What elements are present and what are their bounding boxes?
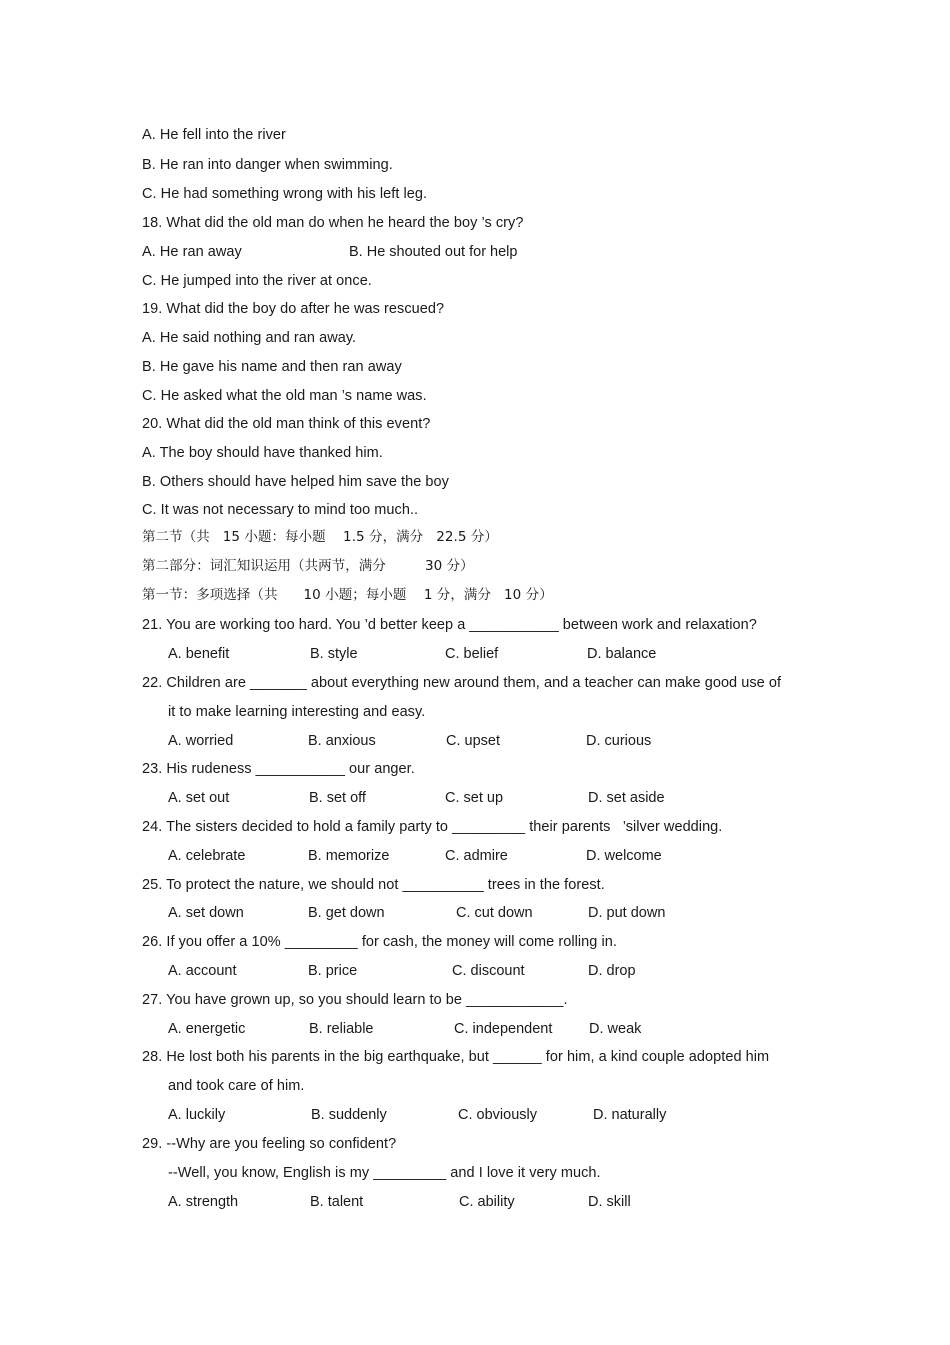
- q23-option-b: B. set off: [309, 790, 366, 806]
- part-heading: 第二部分：词汇知识运用（共两节，满分 30 分）: [142, 558, 474, 574]
- q22-stem-cont: it to make learning interesting and easy.: [168, 704, 426, 720]
- q24-option-c: C. admire: [445, 848, 508, 864]
- q25-option-a: A. set down: [168, 905, 244, 921]
- q23-option-d: D. set aside: [588, 790, 665, 806]
- q27-option-a: A. energetic: [168, 1021, 246, 1037]
- section-heading: 第一节：多项选择（共 10 小题；每小题 1 分，满分 10 分）: [142, 587, 553, 603]
- q29-option-b: B. talent: [310, 1194, 364, 1210]
- q20-stem: 20. What did the old man think of this event?: [142, 416, 431, 432]
- q21-option-a: A. benefit: [168, 646, 230, 662]
- q28-option-b: B. suddenly: [311, 1107, 387, 1123]
- q17-option-b: B. He ran into danger when swimming.: [142, 157, 393, 173]
- q17-option-c: C. He had something wrong with his left leg.: [142, 186, 428, 202]
- q29-option-a: A. strength: [168, 1194, 239, 1210]
- q18-option-c: C. He jumped into the river at once.: [142, 273, 372, 289]
- q20-option-b: B. Others should have helped him save the boy: [142, 474, 449, 490]
- q26-option-c: C. discount: [452, 963, 525, 979]
- q22-option-a: A. worried: [168, 733, 234, 749]
- q19-stem: 19. What did the boy do after he was rescued?: [142, 301, 445, 317]
- q21-stem: 21. You are working too hard. You ’d better keep a ___________ between work and relaxation?: [142, 617, 757, 633]
- q28-option-c: C. obviously: [458, 1107, 537, 1123]
- q21-option-b: B. style: [310, 646, 358, 662]
- q22-option-c: C. upset: [446, 733, 500, 749]
- q18-option-b: B. He shouted out for help: [349, 244, 518, 260]
- q24-option-b: B. memorize: [308, 848, 390, 864]
- q25-option-c: C. cut down: [456, 905, 533, 921]
- q28-stem: 28. He lost both his parents in the big earthquake, but ______ for him, a kind couple adopted him: [142, 1049, 770, 1065]
- q27-option-b: B. reliable: [309, 1021, 374, 1037]
- q22-option-b: B. anxious: [308, 733, 376, 749]
- q28-option-d: D. naturally: [593, 1107, 667, 1123]
- q21-option-c: C. belief: [445, 646, 499, 662]
- q24-option-a: A. celebrate: [168, 848, 246, 864]
- q26-option-d: D. drop: [588, 963, 636, 979]
- q24-option-d: D. welcome: [586, 848, 662, 864]
- q19-option-b: B. He gave his name and then ran away: [142, 359, 402, 375]
- q23-stem: 23. His rudeness ___________ our anger.: [142, 761, 415, 777]
- q28-stem-cont: and took care of him.: [168, 1078, 305, 1094]
- q24-stem: 24. The sisters decided to hold a family party to _________ their parents ’silver wedding.: [142, 819, 723, 835]
- q25-option-d: D. put down: [588, 905, 666, 921]
- q19-option-a: A. He said nothing and ran away.: [142, 330, 357, 346]
- q19-option-c: C. He asked what the old man ’s name was.: [142, 388, 427, 404]
- q23-option-a: A. set out: [168, 790, 230, 806]
- q22-option-d: D. curious: [586, 733, 652, 749]
- q18-stem: 18. What did the old man do when he heard the boy ’s cry?: [142, 215, 524, 231]
- q27-stem: 27. You have grown up, so you should learn to be ____________.: [142, 992, 568, 1008]
- q26-stem: 26. If you offer a 10% _________ for cash, the money will come rolling in.: [142, 934, 617, 950]
- q27-option-d: D. weak: [589, 1021, 642, 1037]
- q25-stem: 25. To protect the nature, we should not __________ trees in the forest.: [142, 877, 605, 893]
- q20-option-a: A. The boy should have thanked him.: [142, 445, 383, 461]
- q29-stem: 29. --Why are you feeling so confident?: [142, 1136, 397, 1152]
- q20-option-c: C. It was not necessary to mind too much..: [142, 502, 419, 518]
- q26-option-a: A. account: [168, 963, 237, 979]
- q21-option-d: D. balance: [587, 646, 657, 662]
- q25-option-b: B. get down: [308, 905, 385, 921]
- q29-stem-cont: --Well, you know, English is my _________ and I love it very much.: [168, 1165, 601, 1181]
- q27-option-c: C. independent: [454, 1021, 553, 1037]
- q17-option-a: A. He fell into the river: [142, 127, 286, 143]
- q18-option-a: A. He ran away: [142, 244, 242, 260]
- q29-option-d: D. skill: [588, 1194, 631, 1210]
- q28-option-a: A. luckily: [168, 1107, 226, 1123]
- q22-stem: 22. Children are _______ about everything new around them, and a teacher can make good use of: [142, 675, 782, 691]
- q29-option-c: C. ability: [459, 1194, 515, 1210]
- q26-option-b: B. price: [308, 963, 358, 979]
- section-heading: 第二节（共 15 小题：每小题 1.5 分，满分 22.5 分）: [142, 529, 498, 545]
- q23-option-c: C. set up: [445, 790, 504, 806]
